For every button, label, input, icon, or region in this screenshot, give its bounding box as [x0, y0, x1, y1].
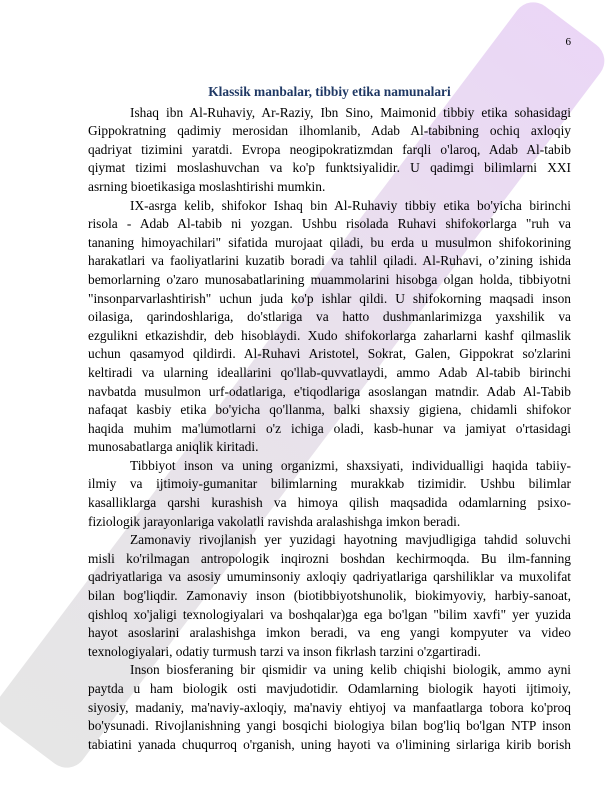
text-line: uchun qasamyod qildirdi. Al-Ruhavi Aristotel, Sokrat, Galen, Gippokrat so'zlarini: [88, 346, 571, 362]
text-line: qishloq xo'jaligi texnologiyalari va boshqalar)ga ega bo'lgan "bilim xavfi" yer yuzida: [88, 606, 571, 622]
text-line: harakatlari va faoliyatlarini kuzatib boradi va tahlil qiladi. Al-Ruhavi, o’zining ishida: [88, 253, 571, 269]
text-line: fiziologik jarayonlariga vakolatli ravishda aralashishga imkon beradi.: [88, 513, 461, 529]
text-line: IX-asrga kelib, shifokor Ishaq bin Al-Ruhaviy tibbiy etika bo'yicha birinchi: [130, 197, 571, 213]
text-line: kasalliklarga qarshi kurashish va himoya qilish maqsadida odamlarning psixo-: [88, 495, 571, 511]
text-line: tananing himoyachilari" sifatida murojaat qiladi, bu erda u musulmon shifokorining: [88, 234, 571, 250]
text-line: haqida muhim ma'lumotlarni o'z ichiga oladi, kasb-hunar va jamiyat o'rtasidagi: [88, 420, 571, 436]
text-line: Tibbiyot inson va uning organizmi, shaxsiyati, individualligi haqida tabiiy-: [130, 457, 571, 473]
text-line: hayot asoslarini aralashishga imkon beradi, va eng yangi kompyuter va video: [88, 625, 571, 641]
text-line: siyosiy, madaniy, ma'naviy-axloqiy, ma'naviy ehtiyoj va manfaatlarga tobora ko'proq: [88, 699, 571, 715]
text-line: keltiradi va ularning ideallarini qo'llab-quvvatlaydi, ammo Adab Al-tabib birinchi: [88, 364, 571, 380]
text-line: Inson biosferaning bir qismidir va uning kelib chiqishi biologik, ammo ayni: [130, 662, 571, 678]
text-line: ilmiy va ijtimoiy-gumanitar bilimlarning murakkab tizimidir. Ushbu bilimlar: [88, 476, 571, 492]
text-line: qadriyat tizimini yaratdi. Evropa neogipokratizmdan farqli o'laroq, Adab Al-tabib: [88, 141, 571, 157]
paragraph: [88, 457, 571, 531]
text-line: asrning bioetikasiga moslashtirishi mumkin.: [88, 178, 326, 194]
section-title: Klassik manbalar, tibbiy etika namunalari: [208, 84, 451, 99]
text-line: qiymat tizimi moslashuvchan va ko'p funktsiyalidir. U qadimgi bilimlarni XXI: [88, 160, 571, 176]
text-line: bilan bog'liqdir. Zamonaviy inson (biotibbiyotshunolik, biokimyoviy, harbiy-sanoat,: [88, 588, 571, 604]
document-body: [88, 83, 571, 754]
text-line: risola - Adab Al-tabib ni yozgan. Ushbu risolada Ruhavi shifokorlarga "ruh va: [88, 216, 571, 232]
text-line: munosabatlarga aniqlik kiritadi.: [88, 439, 259, 455]
text-line: tabiatini yanada chuqurroq o'rganish, uning hayoti va o'limining sirlariga kirib borish: [88, 736, 571, 752]
text-line: nafaqat kasbiy etika bo'yicha qo'llanma, balki shaxsiy gigiena, chidamli shifokor: [88, 402, 571, 418]
paragraph: [88, 531, 571, 661]
page-number: 6: [565, 36, 571, 48]
text-line: navbatda musulmon urf-odatlariga, e'tiqodlariga asoslangan matndir. Adab Al-Tabib: [88, 383, 571, 399]
text-line: Ishaq ibn Al-Ruhaviy, Ar-Raziy, Ibn Sino, Maimonid tibbiy etika sohasidagi: [130, 104, 571, 120]
body-text: [88, 104, 571, 755]
paragraph: [88, 104, 571, 197]
paragraph: [88, 661, 571, 754]
text-line: paytda u ham biologik osti mavjudotidir. Odamlarning biologik hayoti ijtimoiy,: [88, 681, 571, 696]
text-line: texnologiyalari, odatiy turmush tarzi va inson fikrlash tarzini o'zgartiradi.: [88, 643, 481, 659]
text-line: qadriyatlariga va asosiy umuminsoniy axloqiy qadriyatlariga qarshiliklar va muxolifat: [88, 569, 571, 585]
text-line: bo'ysunadi. Rivojlanishning yangi bosqichi biologiya bilan bog'liq bo'lgan NTP inson: [88, 718, 571, 734]
paragraph: [88, 197, 571, 457]
text-line: bemorlarning o'zaro munosabatlarining muammolarini hisobga olgan holda, tibbiyotni: [88, 271, 571, 287]
text-line: "insonparvarlashtirish" uchun juda ko'p ishlar qildi. U shifokorning maqsadi inson: [88, 290, 571, 306]
text-line: ezgulikni etkazishdir, deb hisoblaydi. Xudo shifokorlarga zaharlarni kashf qilmaslik: [88, 327, 571, 343]
text-line: misli ko'rilmagan antropologik inqirozni boshdan kechirmoqda. Bu ilm-fanning: [88, 550, 571, 566]
text-line: oilasiga, qarindoshlariga, do'stlariga va hatto dushmanlarimizga yaxshilik va: [88, 309, 571, 325]
text-line: Gippokratning qadimiy merosidan ilhomlanib, Adab Al-tabibning ochiq axloqiy: [88, 123, 571, 139]
text-line: Zamonaviy rivojlanish yer yuzidagi hayotning mavjudligiga tahdid soluvchi: [130, 532, 571, 548]
